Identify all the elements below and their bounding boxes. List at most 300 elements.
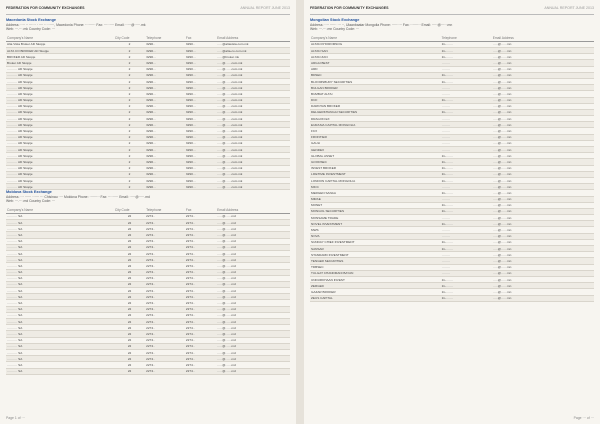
- city-code: 22: [114, 325, 145, 331]
- page-footer: Page ··· of ···: [573, 416, 594, 420]
- fax: 3290···: [185, 116, 216, 122]
- company-name: LIFETIME INVESTMENT: [310, 171, 441, 177]
- fax: 2274··: [185, 356, 216, 362]
- email-address: ·····@·····.md: [216, 343, 290, 349]
- telephone: 2274··: [145, 349, 185, 355]
- telephone: 11-·······: [441, 159, 492, 165]
- telephone: 2274··: [145, 226, 185, 232]
- section-address: Address: ···· ·· ······ · ···· ·· ······, Macedonia Phone: ········· Fax: ········· Email: ·····@·····.mk: [6, 23, 146, 27]
- telephone: ········: [441, 264, 492, 270]
- city-code: 22: [114, 232, 145, 238]
- fax: 2274··: [185, 288, 216, 294]
- city-code: 2: [114, 159, 145, 165]
- telephone: 11-·······: [441, 190, 492, 196]
- company-name: ·········· AD Skopje: [6, 109, 114, 115]
- email-address: ·····@·····.mn: [492, 221, 594, 227]
- telephone: 11-·······: [441, 41, 492, 47]
- fax: 3290···: [185, 128, 216, 134]
- telephone: ········: [441, 60, 492, 66]
- telephone: 3290···: [145, 103, 185, 109]
- email-address: ·····@·····.md: [216, 269, 290, 275]
- fax: 3290···: [185, 72, 216, 78]
- company-name: BULGAN BROKER: [310, 85, 441, 91]
- email-address: ·····@·····.md: [216, 244, 290, 250]
- telephone: ········: [441, 184, 492, 190]
- email-address: ·····@·····.com.mk: [216, 159, 290, 165]
- publication-title: FEDERATION FOR COMMUNITY EXCHANGES: [310, 6, 389, 10]
- company-name: ·········· SA: [6, 368, 114, 374]
- city-code: 2: [114, 153, 145, 159]
- company-name: ·········· SA: [6, 244, 114, 250]
- city-code: 22: [114, 275, 145, 281]
- city-code: 22: [114, 250, 145, 256]
- city-code: 2: [114, 122, 145, 128]
- telephone: 11-·······: [441, 54, 492, 60]
- email-address: ·····@·····.md: [216, 238, 290, 244]
- company-name: ·········· SA: [6, 312, 114, 318]
- telephone: 3290···: [145, 140, 185, 146]
- fax: 2274··: [185, 250, 216, 256]
- company-name: ·········· SA: [6, 331, 114, 337]
- email-address: ·····@·····.md: [216, 213, 290, 219]
- telephone: 11-·······: [441, 276, 492, 282]
- fax: 2274··: [185, 325, 216, 331]
- company-name: UNDURKHAAN INVEST: [310, 276, 441, 282]
- running-head: [310, 6, 594, 14]
- telephone: 3290···: [145, 85, 185, 91]
- email-address: ·····@·····.com.mk: [216, 122, 290, 128]
- email-address: ·····@·····.md: [216, 263, 290, 269]
- company-name: BUMBAT ALTAI: [310, 91, 441, 97]
- telephone: 2274··: [145, 238, 185, 244]
- city-code: 2: [114, 165, 145, 171]
- company-name: ·········· AD Skopje: [6, 122, 114, 128]
- column-header: Email Address: [216, 207, 290, 214]
- city-code: 22: [114, 263, 145, 269]
- telephone: 2274··: [145, 300, 185, 306]
- company-name: ·········· SA: [6, 306, 114, 312]
- city-code: 2: [114, 103, 145, 109]
- city-code: 2: [114, 147, 145, 153]
- email-address: ·····@·····.com.mk: [216, 165, 290, 171]
- company-name: ·········· AD Skopje: [6, 78, 114, 84]
- company-name: Broker AD Skopje: [6, 60, 114, 66]
- city-code: 2: [114, 184, 145, 190]
- fax: 2274··: [185, 349, 216, 355]
- section-web: Web: ···.···.md Country Code: ···: [6, 199, 56, 204]
- company-name: ·········· SA: [6, 325, 114, 331]
- column-header: Telephone: [145, 207, 185, 214]
- telephone: 11-·······: [441, 208, 492, 214]
- city-code: 22: [114, 356, 145, 362]
- city-code: 22: [114, 319, 145, 325]
- telephone: 11-·······: [441, 109, 492, 115]
- fax: 2274··: [185, 337, 216, 343]
- telephone: 11-·······: [441, 246, 492, 252]
- city-code: 22: [114, 337, 145, 343]
- email-address: ·····@·····.mn: [492, 276, 594, 282]
- fax: 3290···: [185, 134, 216, 140]
- fax: 2274··: [185, 300, 216, 306]
- company-name: ·········· SA: [6, 213, 114, 219]
- fax: 3290···: [185, 97, 216, 103]
- email-address: ·····@·····.com.mk: [216, 128, 290, 134]
- company-name: ·········· SA: [6, 250, 114, 256]
- telephone: 11-·······: [441, 165, 492, 171]
- telephone: ········: [441, 233, 492, 239]
- city-code: 22: [114, 257, 145, 263]
- telephone: 3290···: [145, 165, 185, 171]
- company-name: ·········· SA: [6, 319, 114, 325]
- email-address: ·····@·····.mn: [492, 208, 594, 214]
- email-address: ·····@·····.mn: [492, 283, 594, 289]
- email-address: ·····@·····.mn: [492, 196, 594, 202]
- section-address: Address: ··· ······ ······ ··· Chisinau ···· Moldova Phone: ········· Fax: ········· Email: ·····@·····.md: [6, 195, 150, 199]
- fax: 3290···: [185, 159, 216, 165]
- telephone: 11-·······: [441, 97, 492, 103]
- telephone: 2274··: [145, 325, 185, 331]
- company-name: ZEUS CAPITAL: [310, 295, 441, 301]
- section-web: Web: ···.···.mk Country Code: ···: [6, 27, 56, 32]
- telephone: 11-·······: [441, 177, 492, 183]
- fax: 2274··: [185, 331, 216, 337]
- company-name: MICC: [310, 184, 441, 190]
- telephone: 2274··: [145, 269, 185, 275]
- email-address: ·····@broker.mk: [216, 54, 290, 60]
- telephone: ········: [441, 103, 492, 109]
- telephone: ········: [441, 227, 492, 233]
- fax: 2274··: [185, 263, 216, 269]
- city-code: 22: [114, 331, 145, 337]
- company-name: GAULI: [310, 140, 441, 146]
- company-name: DARKHAN BROKER: [310, 103, 441, 109]
- table-row: [6, 368, 290, 374]
- city-code: 22: [114, 362, 145, 368]
- company-name: ·········· AD Skopje: [6, 72, 114, 78]
- divider: [6, 14, 290, 15]
- report-label: ANNUAL REPORT JUNE 2013: [544, 6, 594, 10]
- city-code: 2: [114, 97, 145, 103]
- column-header: Telephone: [441, 35, 492, 42]
- fax: 3290···: [185, 54, 216, 60]
- city-code: 22: [114, 300, 145, 306]
- telephone: 11-·······: [441, 295, 492, 301]
- telephone: 2274··: [145, 356, 185, 362]
- email-address: ·····@·····.mn: [492, 190, 594, 196]
- company-name: ·········· AD Skopje: [6, 85, 114, 91]
- email-address: ·····@·····.mn: [492, 78, 594, 84]
- city-code: 2: [114, 134, 145, 140]
- telephone: 3290···: [145, 177, 185, 183]
- telephone: ········: [441, 270, 492, 276]
- exchange-section-macedonia: [6, 18, 290, 190]
- page-footer: Page 1 of ···: [6, 416, 25, 420]
- email-address: ·····@·····.mn: [492, 171, 594, 177]
- fax: 2274··: [185, 362, 216, 368]
- company-table: [310, 35, 594, 302]
- company-name: ·········· SA: [6, 238, 114, 244]
- company-name: ·········· SA: [6, 269, 114, 275]
- company-name: INVEST BROKER: [310, 165, 441, 171]
- exchange-section-moldova: [6, 190, 290, 375]
- city-code: 22: [114, 368, 145, 374]
- email-address: ·····@·····.md: [216, 306, 290, 312]
- email-address: ·····@·····.md: [216, 250, 290, 256]
- telephone: 3290···: [145, 78, 185, 84]
- telephone: 2274··: [145, 312, 185, 318]
- company-name: ·········· SA: [6, 356, 114, 362]
- city-code: 22: [114, 349, 145, 355]
- fax: 3290···: [185, 171, 216, 177]
- telephone: 2274··: [145, 213, 185, 219]
- telephone: 2274··: [145, 232, 185, 238]
- email-address: ·····@·····.mn: [492, 48, 594, 54]
- telephone: 2274··: [145, 220, 185, 226]
- company-name: ·········· AD Skopje: [6, 153, 114, 159]
- city-code: 22: [114, 281, 145, 287]
- email-address: ·····@·····.mn: [492, 66, 594, 72]
- email-address: ·····@·····.com.mk: [216, 91, 290, 97]
- telephone: 11-·······: [441, 153, 492, 159]
- email-address: ·····@·····.com.mk: [216, 85, 290, 91]
- email-address: ·····@·····.mn: [492, 215, 594, 221]
- email-address: ·····@·····.mn: [492, 264, 594, 270]
- left-page: [0, 0, 296, 424]
- email-address: ·····@·····.mn: [492, 85, 594, 91]
- email-address: ·····@·····.com.mk: [216, 134, 290, 140]
- section-title: Mongolian Stock Exchange: [310, 18, 360, 22]
- email-address: ·····@·····.md: [216, 325, 290, 331]
- email-address: ·····@·····.md: [216, 275, 290, 281]
- fax: 2274··: [185, 226, 216, 232]
- email-address: ·····@·····.mn: [492, 227, 594, 233]
- fax: 2274··: [185, 312, 216, 318]
- company-name: GAZAR BROKER: [310, 289, 441, 295]
- fax: 3290···: [185, 78, 216, 84]
- city-code: 2: [114, 41, 145, 47]
- email-address: ·····@·····.mn: [492, 239, 594, 245]
- telephone: 2274··: [145, 275, 185, 281]
- exchange-section-mongolia: [310, 18, 594, 302]
- telephone: 3290···: [145, 109, 185, 115]
- company-name: ·········· SA: [6, 288, 114, 294]
- telephone: 3290···: [145, 147, 185, 153]
- email-address: ·····@·····.mn: [492, 202, 594, 208]
- fax: 3290···: [185, 165, 216, 171]
- telephone: ········: [441, 66, 492, 72]
- column-header: Company's Name: [6, 35, 114, 42]
- city-code: 22: [114, 269, 145, 275]
- telephone: 2274··: [145, 337, 185, 343]
- company-table: [6, 35, 290, 191]
- company-name: ·········· SA: [6, 263, 114, 269]
- company-name: ·········· AD Skopje: [6, 134, 114, 140]
- city-code: 22: [114, 306, 145, 312]
- right-page: [304, 0, 600, 424]
- email-address: ·····@·····.md: [216, 331, 290, 337]
- telephone: 2274··: [145, 244, 185, 250]
- company-name: TULGAT CHANDMANI BAYAN: [310, 270, 441, 276]
- column-header: Company's Name: [310, 35, 441, 42]
- company-name: ARD: [310, 66, 441, 72]
- email-address: ·····@·····.md: [216, 281, 290, 287]
- company-name: GOODSEC: [310, 159, 441, 165]
- email-address: ·····@·····.md: [216, 232, 290, 238]
- email-address: ·····@·····.com.mk: [216, 78, 290, 84]
- telephone: 11-·······: [441, 289, 492, 295]
- telephone: 11-·······: [441, 283, 492, 289]
- fax: 2274··: [185, 213, 216, 219]
- telephone: 2274··: [145, 281, 185, 287]
- city-code: 2: [114, 66, 145, 72]
- telephone: 2274··: [145, 306, 185, 312]
- company-name: BROKER AD Skopje: [6, 54, 114, 60]
- email-address: ·····@·····.md: [216, 257, 290, 263]
- section-title: Mаcedonia Stock Exchange: [6, 18, 57, 22]
- company-name: ·········· SA: [6, 232, 114, 238]
- email-address: ·····@·····.com.mk: [216, 116, 290, 122]
- section-title: Moldova Stock Exchange: [6, 190, 52, 194]
- city-code: 22: [114, 244, 145, 250]
- company-name: GLOBAL ASSET: [310, 153, 441, 159]
- company-name: ·········· AD Skopje: [6, 159, 114, 165]
- fax: 3290···: [185, 147, 216, 153]
- fax: 2274··: [185, 306, 216, 312]
- telephone: ········: [441, 116, 492, 122]
- city-code: 2: [114, 85, 145, 91]
- telephone: 11-·······: [441, 48, 492, 54]
- email-address: ·····@·····.mn: [492, 97, 594, 103]
- company-name: SUNDAY CHIEF INVESTMENT: [310, 239, 441, 245]
- telephone: 2274··: [145, 250, 185, 256]
- email-address: ·····@·····.mn: [492, 246, 594, 252]
- company-name: ·········· SA: [6, 343, 114, 349]
- company-name: ·········· AD Skopje: [6, 184, 114, 190]
- company-name: ALTAN SAN: [310, 48, 441, 54]
- company-name: ALTAN ZAN: [310, 54, 441, 60]
- email-address: ·····@·····.mn: [492, 147, 594, 153]
- company-name: ·········· SA: [6, 220, 114, 226]
- telephone: 11-·······: [441, 221, 492, 227]
- email-address: ·····@·····.com.mk: [216, 60, 290, 66]
- telephone: 3290···: [145, 66, 185, 72]
- fax: 2274··: [185, 319, 216, 325]
- column-header: Email Address: [492, 35, 594, 42]
- running-head: [6, 6, 290, 14]
- email-address: ·····@·····.mn: [492, 295, 594, 301]
- section-address: Address: ···· ······ ··· ··, Ulaanbaatar Mongolia Phone: ········· Fax: ········· Email: ·····@·····.mn: [310, 23, 453, 27]
- column-header: City Code: [114, 35, 145, 42]
- company-name: ·········· SA: [6, 349, 114, 355]
- telephone: ········: [441, 196, 492, 202]
- company-name: ·········· SA: [6, 257, 114, 263]
- company-name: ·········· AD Skopje: [6, 128, 114, 134]
- email-address: ·····@·····.com.mk: [216, 177, 290, 183]
- city-code: 22: [114, 288, 145, 294]
- company-name: SANSAR: [310, 246, 441, 252]
- telephone: 3290···: [145, 159, 185, 165]
- city-code: 2: [114, 109, 145, 115]
- company-name: ·········· SA: [6, 226, 114, 232]
- email-address: ·····@·····.mn: [492, 184, 594, 190]
- company-name: NOVA: [310, 233, 441, 239]
- company-name: ·········· AD Skopje: [6, 165, 114, 171]
- fax: 2274··: [185, 232, 216, 238]
- fax: 3290···: [185, 153, 216, 159]
- company-name: BLOOMSBURY SECURITIES: [310, 78, 441, 84]
- fax: 3290···: [185, 122, 216, 128]
- fax: 2274··: [185, 294, 216, 300]
- telephone: ········: [441, 91, 492, 97]
- fax: 3290···: [185, 85, 216, 91]
- email-address: ·····@·····.com.mk: [216, 109, 290, 115]
- email-address: ·····@·····.com.mk: [216, 66, 290, 72]
- telephone: 3290···: [145, 122, 185, 128]
- telephone: 11-·······: [441, 78, 492, 84]
- company-name: ARGAI BEST: [310, 60, 441, 66]
- company-name: FCX: [310, 128, 441, 134]
- fax: 2274··: [185, 244, 216, 250]
- city-code: 22: [114, 213, 145, 219]
- email-address: ·····@·····.mn: [492, 122, 594, 128]
- email-address: ·····@·····.md: [216, 294, 290, 300]
- email-address: ·····@·····.md: [216, 312, 290, 318]
- telephone: 3290···: [145, 97, 185, 103]
- email-address: ·····@·····.md: [216, 368, 290, 374]
- email-address: ·····@·····.mn: [492, 140, 594, 146]
- company-name: ·········· AD Skopje: [6, 66, 114, 72]
- fax: 2274··: [185, 269, 216, 275]
- company-name: ALTA CO BROKER AD Skopje: [6, 48, 114, 54]
- fax: 2274··: [185, 238, 216, 244]
- company-name: ALTAN KHOROMSOG: [310, 41, 441, 47]
- city-code: 2: [114, 171, 145, 177]
- email-address: ·····@·····.mn: [492, 116, 594, 122]
- email-address: ·····@·····.com.mk: [216, 184, 290, 190]
- fax: 3290···: [185, 48, 216, 54]
- city-code: 2: [114, 60, 145, 66]
- telephone: 3290···: [145, 134, 185, 140]
- fax: 2274··: [185, 257, 216, 263]
- report-label: ANNUAL REPORT JUNE 2013: [240, 6, 290, 10]
- telephone: ········: [441, 147, 492, 153]
- company-name: ·········· AD Skopje: [6, 103, 114, 109]
- company-name: Alta Vista Broker AD Skopje: [6, 41, 114, 47]
- telephone: 2274··: [145, 319, 185, 325]
- email-address: ·····@·····.com.mk: [216, 153, 290, 159]
- fax: 3290···: [185, 184, 216, 190]
- telephone: 3290···: [145, 153, 185, 159]
- company-name: ·········· SA: [6, 300, 114, 306]
- fax: 3290··: [185, 41, 216, 47]
- email-address: ·····@·····.mn: [492, 128, 594, 134]
- company-name: LONDON CAPITAL MONGOLIA: [310, 177, 441, 183]
- column-header: Company's Name: [6, 207, 114, 214]
- telephone: 2274··: [145, 257, 185, 263]
- city-code: 22: [114, 238, 145, 244]
- column-header: Fax: [185, 35, 216, 42]
- company-name: STANDARD INVESTMENT: [310, 252, 441, 258]
- city-code: 2: [114, 78, 145, 84]
- company-name: TDBSEC: [310, 264, 441, 270]
- company-table: [6, 207, 290, 375]
- city-code: 22: [114, 312, 145, 318]
- fax: 2274··: [185, 275, 216, 281]
- company-name: FRONTIER: [310, 134, 441, 140]
- column-header: Telephone: [145, 35, 185, 42]
- email-address: ·····@·····.md: [216, 362, 290, 368]
- email-address: ·····@·····.md: [216, 226, 290, 232]
